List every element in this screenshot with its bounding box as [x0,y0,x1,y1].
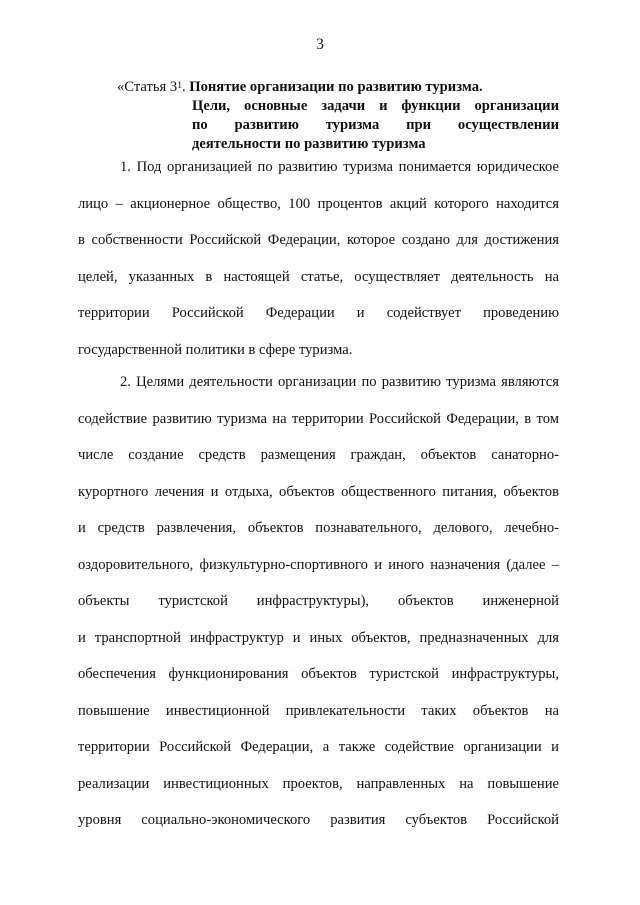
paragraph-line: и транспортной инфраструктур и иных объектов, предназначенных для [78,629,559,646]
article-label-suffix: . [181,79,186,95]
article-label: «Статья 3 [117,79,178,95]
paragraph-line: реализации инвестиционных проектов, направленных на повышение [78,775,559,792]
paragraph-line: уровня социально-экономического развития субъектов Российской [78,812,559,828]
article-title-line: деятельности по развитию туризма [192,136,426,152]
article-heading-line-1 [117,78,559,97]
paragraph-line: числе создание средств размещения граждан, объектов санаторно- [78,447,559,463]
paragraph-line: целей, указанных в настоящей статье, осуществляет деятельность на [78,268,559,285]
paragraph-line: оздоровительного, физкультурно-спортивного и иного назначения (далее – [78,556,559,573]
paragraph-line: содействие развитию туризма на территории Российской Федерации, в том [78,410,559,427]
paragraph-line: объекты туристской инфраструктуры), объектов инженерной [78,593,559,609]
paragraph-line: территории Российской Федерации, а также содействие организации и [78,739,559,755]
paragraph-line: территории Российской Федерации и содействует проведению [78,305,559,321]
article-title-line: по развитию туризма при осуществлении [192,117,559,133]
page-number: 3 [316,36,324,53]
paragraph-line: 1. Под организацией по развитию туризма понимается юридическое [120,159,559,175]
paragraph-line: и средств развлечения, объектов познавательного, делового, лечебно- [78,520,559,536]
paragraph-line: в собственности Российской Федерации, которое создано для достижения [78,232,559,248]
paragraph-line: обеспечения функционирования объектов туристской инфраструктуры, [78,666,559,682]
article-title-line: Понятие организации по развитию туризма. [189,79,483,95]
paragraph-line: государственной политики в сфере туризма. [78,341,353,358]
paragraph-line: лицо – акционерное общество, 100 процентов акций которого находится [78,195,559,212]
article-title-line: Цели, основные задачи и функции организации [192,98,559,114]
paragraph-line: повышение инвестиционной привлекательности таких объектов на [78,702,559,719]
paragraph-line: курортного лечения и отдыха, объектов общественного питания, объектов [78,483,559,500]
paragraph-line: 2. Целями деятельности организации по развитию туризма являются [120,374,559,390]
article-superscript: 1 [177,81,182,91]
